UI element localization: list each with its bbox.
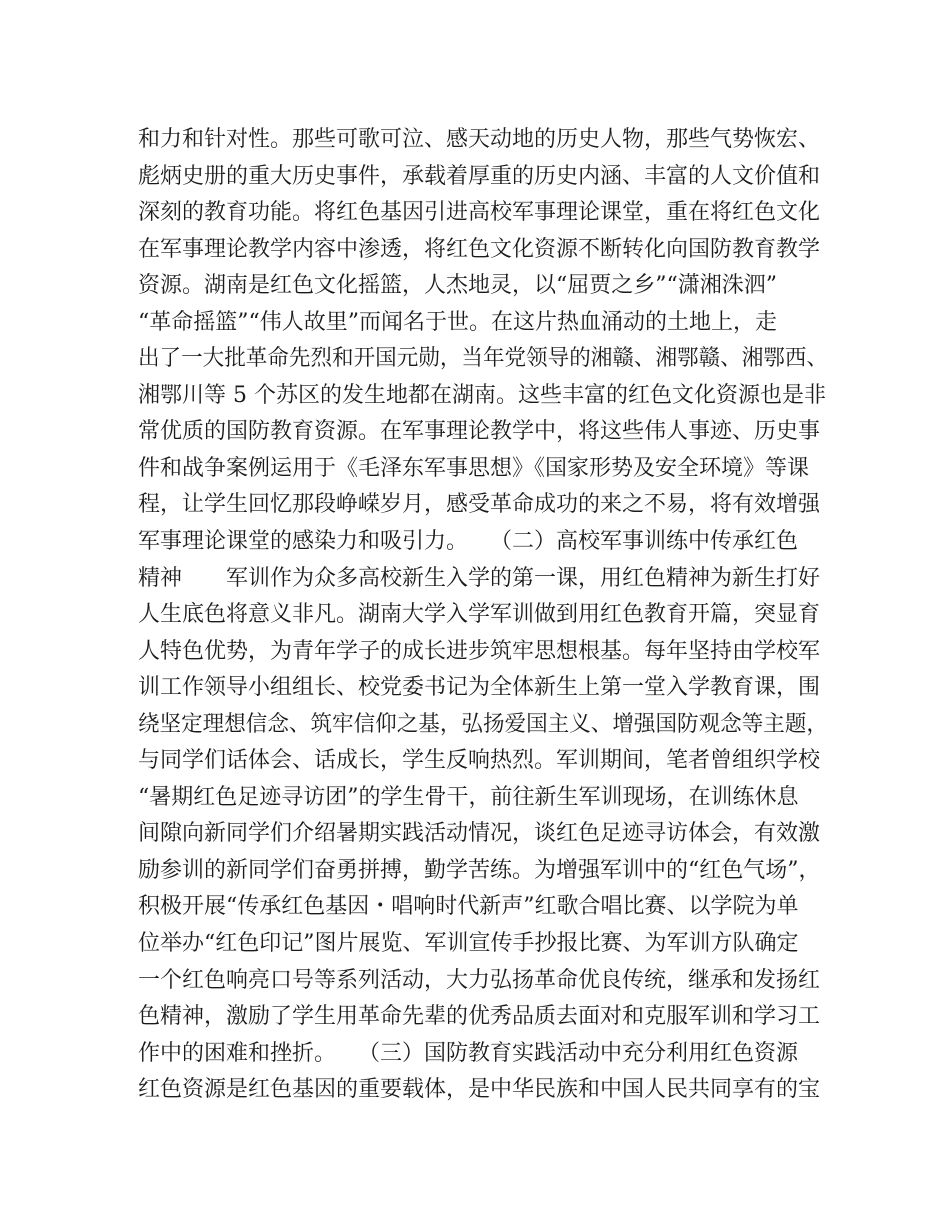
text-line: “暑期红色足迹寻访团”的学生骨干，前往新生军训现场，在训练休息 xyxy=(138,784,799,810)
text-line: 和力和针对性。那些可歌可泣、感天动地的历史人物，那些气势恢宏、 xyxy=(138,127,821,152)
text-line: 精神 军训作为众多高校新生入学的第一课，用红色精神为新生打好 xyxy=(138,565,821,591)
text-line: 深刻的教育功能。将红色基因引进高校军事理论课堂，重在将红色文化 xyxy=(138,200,821,226)
text-line: 湘鄂川等 5 个苏区的发生地都在湖南。这些丰富的红色文化资源也是非 xyxy=(138,382,826,408)
body-text xyxy=(138,122,828,1109)
text-line: 出了一大批革命先烈和开国元勋，当年党领导的湘赣、湘鄂赣、湘鄂西、 xyxy=(138,346,828,372)
text-line: 位举办“红色印记”图片展览、军训宣传手抄报比赛、为军训方队确定 xyxy=(138,931,799,957)
text-line: 积极开展“传承红色基因・唱响时代新声”红歌合唱比赛、以学院为单 xyxy=(138,894,799,920)
text-line: 绕坚定理想信念、筑牢信仰之基，弘扬爱国主义、增强国防观念等主题， xyxy=(138,711,828,737)
text-line: 作中的困难和挫折。 （三）国防教育实践活动中充分利用红色资源 xyxy=(138,1040,799,1066)
text-line: 件和战争案例运用于《毛泽东军事思想》《国家形势及安全环境》等课 xyxy=(138,455,810,481)
text-line: 训工作领导小组组长、校党委书记为全体新生上第一堂入学教育课，围 xyxy=(138,675,821,701)
text-line: 色精神，激励了学生用革命先辈的优秀品质去面对和克服军训和学习工 xyxy=(138,1004,821,1030)
text-line: 一个红色响亮口号等系列活动，大力弘扬革命优良传统，继承和发扬红 xyxy=(138,967,821,993)
text-line: 红色资源是红色基因的重要载体，是中华民族和中国人民共同享有的宝 xyxy=(138,1077,821,1103)
text-line: “革命摇篮”“伟人故里”而闻名于世。在这片热血涌动的土地上，走 xyxy=(138,309,777,335)
text-line: 励参训的新同学们奋勇拼搏，勤学苦练。为增强军训中的“红色气场”， xyxy=(138,857,821,883)
text-line: 人生底色将意义非凡。湖南大学入学军训做到用红色教育开篇，突显育 xyxy=(138,602,821,628)
text-line: 彪炳史册的重大历史事件，承载着厚重的历史内涵、丰富的人文价值和 xyxy=(138,163,821,189)
text-line: 资源。湖南是红色文化摇篮，人杰地灵，以“屈贾之乡”“潇湘洙泗” xyxy=(138,273,777,299)
text-line: 间隙向新同学们介绍暑期实践活动情况，谈红色足迹寻访体会，有效激 xyxy=(138,821,821,847)
text-line: 常优质的国防教育资源。在军事理论教学中，将这些伟人事迹、历史事 xyxy=(138,419,821,445)
text-line: 程，让学生回忆那段峥嵘岁月，感受革命成功的来之不易，将有效增强 xyxy=(138,492,821,518)
text-line: 在军事理论教学内容中渗透，将红色文化资源不断转化向国防教育教学 xyxy=(138,236,821,262)
text-line: 人特色优势，为青年学子的成长进步筑牢思想根基。每年坚持由学校军 xyxy=(138,638,821,664)
text-line: 军事理论课堂的感染力和吸引力。 （二）高校军事训练中传承红色 xyxy=(138,529,799,555)
text-line: 与同学们话体会、话成长，学生反响热烈。军训期间，笔者曾组织学校 xyxy=(138,748,821,774)
